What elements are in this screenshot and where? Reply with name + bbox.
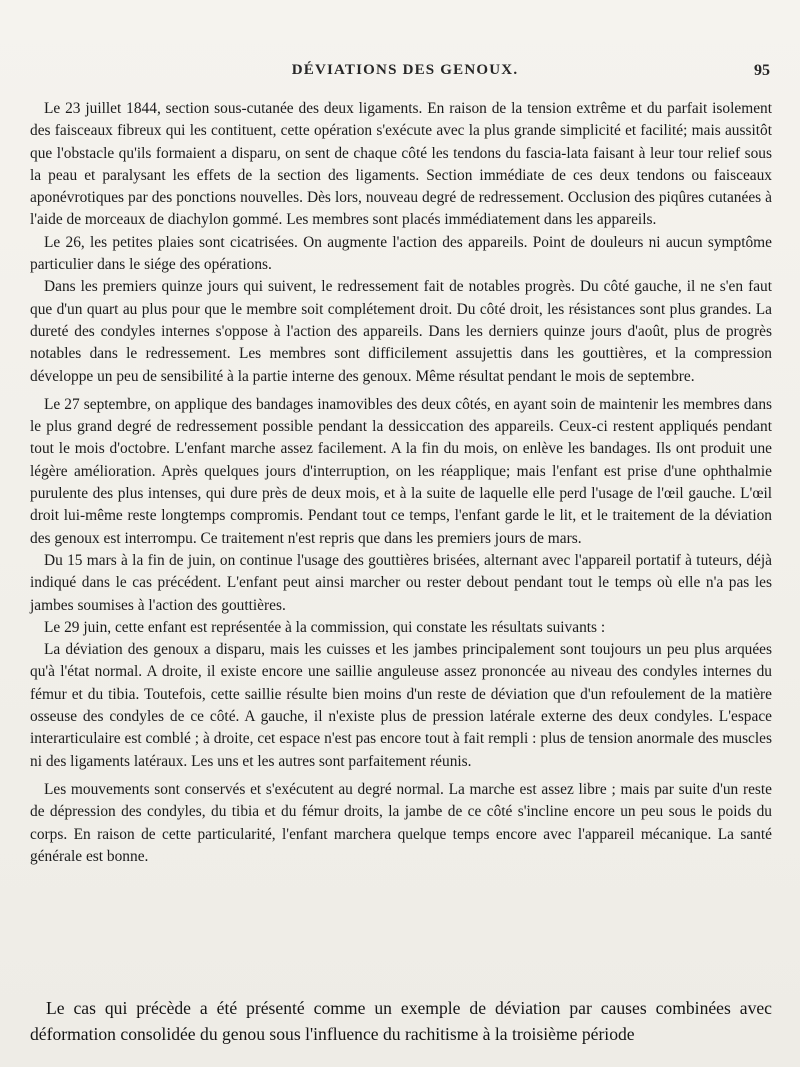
paragraph-deviation: La déviation des genoux a disparu, mais les cuisses et les jambes principalement sont toujours un peu plus arquées qu'à l'état normal. A droite, il existe encore une saillie anguleuse assez prononcée au niveau des condyles internes du fémur et du tibia. Toutefois, cette saillie résulte bien moins d'un reste de déviation que d'un refoulement de la matière osseuse des condyles de ce côté. A gauche, il n'existe plus de pression latérale externe des deux condyles. L'espace interarticulaire est comblé ; à droite, cet espace n'est pas encore tout à fait rempli : plus de tension anormale des muscles ni des ligaments latéraux. Les uns et les autres sont parfaitement réunis.: [30, 641, 772, 770]
paragraph-26: Le 26, les petites plaies sont cicatrisées. On augmente l'action des appareils. Point de douleurs ni aucun symptôme particulier dans le siége des opérations.: [30, 233, 772, 274]
paragraph-15-mars: Du 15 mars à la fin de juin, on continue l'usage des gouttières brisées, alternant avec l'appareil portatif à tuteurs, déjà indiqué dans le cas précédent. L'enfant peut ainsi marcher ou rester debout pendant tout le temps où elle n'a pas les jambes soumises à l'action des gouttières.: [30, 551, 772, 614]
conclusion-text: Le cas qui précède a été présenté comme un exemple de déviation par causes combinées avec déformation consolidée du genou sous l'influence du rachitisme à la troisième période: [30, 998, 772, 1044]
paragraph-quinze-jours: Dans les premiers quinze jours qui suivent, le redressement fait de notables progrès. Du côté gauche, il ne s'en faut que d'un quart au plus pour que le membre soit complétement droit. Du côté droit, les résistances sont plus grandes. La dureté des condyles internes s'oppose à l'action des appareils. Dans les derniers quinze jours d'août, plus de progrès notables dans le redressement. Les membres sont difficilement assujettis dans les gouttières, et la compression développe un peu de sensibilité à la partie interne des genoux. Même résultat pendant le mois de septembre.: [30, 278, 772, 385]
body-text: [30, 98, 772, 868]
paragraph-29-juin: Le 29 juin, cette enfant est représentée à la commission, qui constate les résultats suivants :: [44, 618, 606, 636]
conclusion-block: [30, 995, 772, 1047]
paragraph-section-ligaments: Le 23 juillet 1844, section sous-cutanée des deux ligaments. En raison de la tension extrême et du parfait isolement des faisceaux fibreux qui les contituent, cette opération s'exécute avec la plus grande simplicité et facilité; mais aussitôt que l'obstacle qu'ils formaient a disparu, on sent de chaque côté les tendons du fascia-lata faisant à leur tour relief sous la peau et paralysant les effets de la section des ligaments. Section immédiate de ces deux tendons ou faisceaux aponévrotiques par des ponctions nouvelles. Dès lors, nouveau degré de redressement. Occlusion des piqûres cutanées à l'aide de morceaux de diachylon gommé. Les membres sont placés immédiatement dans les appareils.: [30, 100, 772, 229]
page-number: 95: [754, 62, 770, 79]
page-header: [40, 62, 770, 86]
running-title: DÉVIATIONS DES GENOUX.: [291, 62, 519, 78]
paragraph-27-septembre: Le 27 septembre, on applique des bandages inamovibles des deux côtés, en ayant soin de maintenir les membres dans le plus grand degré de redressement possible pendant la dessiccation des appareils. Ceux-ci restent appliqués pendant tout le mois d'octobre. L'enfant marche assez facilement. A la fin du mois, on enlève les bandages. Ils ont produit une légère amélioration. Après quelques jours d'interruption, on les réapplique; mais l'enfant est prise d'une ophthalmie purulente des plus intenses, qui dure près de deux mois, et à la suite de laquelle elle perd l'usage de l'œil gauche. L'œil droit lui-même reste longtemps compromis. Pendant tout ce temps, l'enfant garde le lit, et le traitement de la déviation des genoux est interrompu. Ce traitement n'est repris que dans les premiers jours de mars.: [30, 395, 772, 547]
paragraph-mouvements: Les mouvements sont conservés et s'exécutent au degré normal. La marche est assez libre ; mais par suite d'un reste de dépression des condyles, du tibia et du fémur droits, la jambe de ce côté s'incline encore un peu sous le poids du corps. En raison de cette particularité, l'enfant marchera quelque temps encore avec l'appareil mécanique. La santé générale est bonne.: [30, 780, 772, 865]
